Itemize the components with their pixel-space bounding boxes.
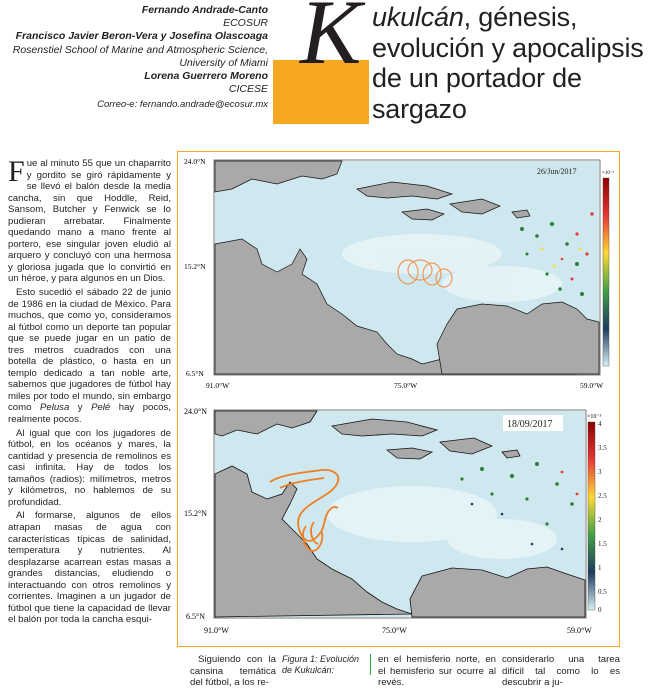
colorbar-tick-0-5: 0.5 bbox=[598, 588, 607, 596]
map-top-colorbar-exp: ×10⁻³ bbox=[602, 171, 614, 176]
author-block bbox=[0, 4, 268, 112]
paragraph-2-italic-1: Pelusa bbox=[39, 402, 70, 414]
map-bottom-lon-1: 91.0°W bbox=[204, 626, 229, 635]
title-italic-part: ukulcán bbox=[372, 2, 464, 32]
author-name-3: Lorena Guerrero Moreno bbox=[144, 70, 268, 83]
paragraph-4: Al formarse, algunos de ellos atrapan masas de agua con características típicas de salinidad, temperatura y nutrientes. Al desplazarse acarrean estas masas a grandes distancias, eludiendo o interactuando con otros remolinos y corrientes. Imaginen a un jugador de fútbol que tiene la capacidad de llevar el balón por toda la cancha esqui- bbox=[8, 510, 171, 626]
map-top-lat-2: 15.2°N bbox=[184, 262, 206, 271]
map-top bbox=[182, 154, 615, 396]
title-initial: K bbox=[300, 0, 362, 83]
author-name-2: Francisco Javier Beron-Vera y Josefina Olascoaga bbox=[15, 30, 268, 43]
map-bottom-date: 18/09/2017 bbox=[507, 419, 553, 430]
figure-caption: Figura 1: Evolución de Kukulcán: bbox=[282, 654, 360, 675]
paragraph-3: Al igual que con los jugadores de fútbol, en los océanos y mares, la cantidad y presencia de remolinos es casi infinita. Hay de todos los tamaños (radios): milímetros, metros y kilómetros, no hablemos de su profundidad. bbox=[8, 427, 171, 508]
author-name-1: Fernando Andrade-Canto bbox=[141, 4, 268, 16]
map-bottom-lat-1: 24.0°N bbox=[184, 407, 207, 416]
body-column-4: considerarlo una tarea difícil tal como lo es descubrir a ju- bbox=[502, 654, 620, 688]
paragraph-1-text: ue al minuto 55 que un chaparrito y gordito se giró rápidamente y se llevó el balón desde la media cancha, sin que Hoddle, Reid, Sansom, Butcher y Fenwick se lo pudieran arrebatar. Finalmente quedando mano a mano frente al portero, ese singular joven eludió al arquero y concluyó con una hermosa y gloriosa jugada que lo convirtió en un héroe, y para algunos en un Dios. bbox=[8, 158, 171, 285]
map-bottom-lon-2: 75.0°W bbox=[382, 626, 407, 635]
colorbar-tick-1: 1 bbox=[598, 564, 602, 572]
map-top-lon-3: 59.0°W bbox=[580, 381, 604, 390]
paragraph-1 bbox=[8, 155, 171, 285]
author-affiliation-1: ECOSUR bbox=[223, 17, 268, 30]
colorbar-tick-4: 4 bbox=[598, 420, 602, 428]
body-column-3: en el hemisferio norte, en el hemisferio sur ocurre al revés. bbox=[378, 654, 496, 688]
author-email[interactable]: Correo-e: fernando.andrade@ecosur.mx bbox=[97, 99, 268, 111]
map-bottom-colorbar bbox=[588, 422, 595, 610]
map-bottom-colorbar-exp: ×10⁻³ bbox=[587, 414, 602, 420]
map-bottom-lon-3: 59.0°W bbox=[567, 626, 592, 635]
map-top-colorbar bbox=[603, 178, 609, 366]
paragraph-2-text: Esto sucedió el sábado 22 de junio de 1986 en la ciudad de México. Para muchos, que como yo, consideramos al fútbol como un deporte tan popular que se puede jugar en un patio de tres metros cuadrados con una botella de plástico, o hasta en un templo dedicado a tan noble arte, sabemos que jugadores de fútbol hay miles por todo el mundo, sin embargo como bbox=[8, 287, 171, 414]
paragraph-2 bbox=[8, 287, 171, 426]
map-top-lon-1: 91.0°W bbox=[206, 381, 230, 390]
map-bottom bbox=[182, 404, 615, 644]
body-column-left bbox=[8, 155, 171, 628]
column-rule bbox=[370, 654, 371, 675]
map-bottom-lat-2: 15.2°N bbox=[184, 509, 207, 518]
map-top-lon-2: 75.0°W bbox=[394, 381, 418, 390]
map-top-lat-3: 6.5°N bbox=[186, 369, 204, 378]
map-top-lat-1: 24.0°N bbox=[184, 157, 206, 166]
paragraph-2-end: hay pocos, realmente pocos. bbox=[8, 402, 171, 426]
colorbar-tick-0: 0 bbox=[598, 606, 602, 614]
colorbar-tick-1-5: 1.5 bbox=[598, 540, 607, 548]
colorbar-tick-3-5: 3.5 bbox=[598, 444, 607, 452]
author-affiliation-2: Rosenstiel School of Marine and Atmospheric Science, University of Miami bbox=[12, 43, 268, 69]
figure-box bbox=[177, 151, 620, 647]
title-rest: , génesis, evolución y apocalipsis de un portador de sargazo bbox=[372, 2, 644, 124]
colorbar-tick-3: 3 bbox=[598, 468, 602, 476]
article-title bbox=[372, 2, 660, 124]
paragraph-2-mid: y bbox=[69, 402, 92, 414]
author-affiliation-3: CICESE bbox=[228, 83, 268, 96]
map-bottom-lat-3: 6.5°N bbox=[186, 612, 205, 621]
colorbar-tick-2-5: 2.5 bbox=[598, 492, 607, 500]
map-top-date: 26/Jun/2017 bbox=[537, 167, 577, 176]
paragraph-2-italic-2: Pelé bbox=[91, 402, 111, 414]
body-column-2: Siguiendo con la cansina temática del fútbol, a los re- bbox=[190, 654, 276, 688]
dropcap: F bbox=[8, 155, 25, 188]
colorbar-tick-2: 2 bbox=[598, 516, 602, 524]
